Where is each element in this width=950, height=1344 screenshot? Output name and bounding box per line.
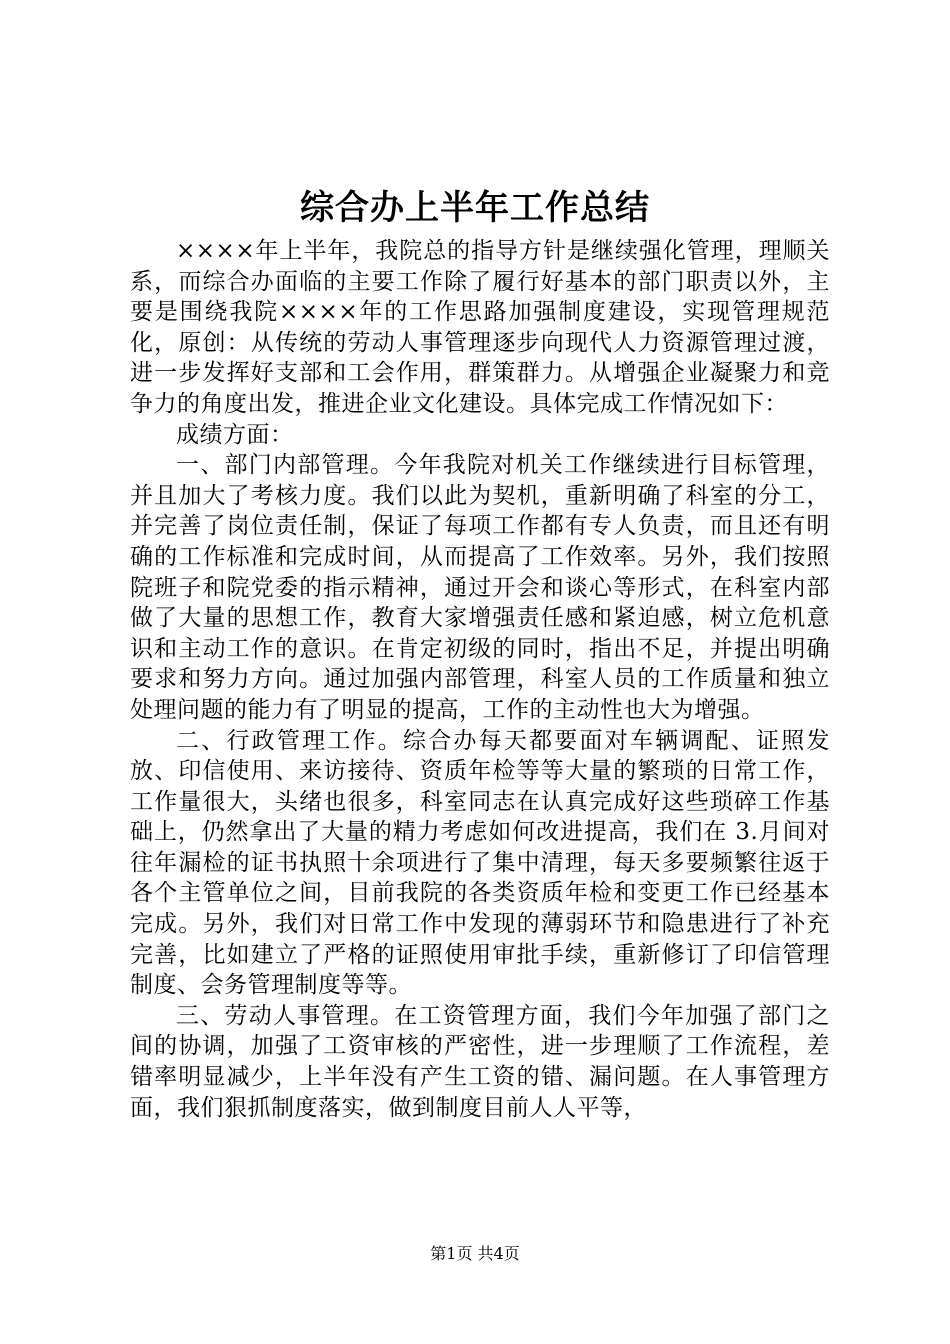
page-number-footer: 第1页 共4页 <box>430 1244 520 1263</box>
paragraph-achievements-heading: 成绩方面： <box>176 421 294 448</box>
paragraph-personnel-management: 三、劳动人事管理。在工资管理方面，我们今年加强了部门之间的协调，加强了工资审核的严密性，进一步理顺了工作流程，差错率明显减少，上半年没有产生工资的错、漏问题。在人事管理方面，我们狠抓制度落实，做到制度目前人人平等， <box>130 1002 830 1121</box>
paragraph-intro: ××××年上半年，我院总的指导方针是继续强化管理，理顺关系，而综合办面临的主要工作除了履行好基本的部门职责以外，主要是围绕我院××××年的工作思路加强制度建设，实现管理规范化，原创：从传统的劳动人事管理逐步向现代人力资源管理过渡，进一步发挥好支部和工会作用，群策群力。从增强企业凝聚力和竞争力的角度出发，推进企业文化建设。具体完成工作情况如下： <box>130 238 830 417</box>
paragraph-internal-management: 一、部门内部管理。今年我院对机关工作继续进行目标管理，并且加大了考核力度。我们以此为契机，重新明确了科室的分工，并完善了岗位责任制，保证了每项工作都有专人负责，而且还有明确的工作标准和完成时间，从而提高了工作效率。另外，我们按照院班子和院党委的指示精神，通过开会和谈心等形式，在科室内部做了大量的思想工作，教育大家增强责任感和紧迫感，树立危机意识和主动工作的意识。在肯定初级的同时，指出不足，并提出明确要求和努力方向。通过加强内部管理，科室人员的工作质量和独立处理问题的能力有了明显的提高，工作的主动性也大为增强。 <box>130 452 830 723</box>
paragraph-administrative-work: 二、行政管理工作。综合办每天都要面对车辆调配、证照发放、印信使用、来访接待、资质年检等等大量的繁琐的日常工作，工作量很大，头绪也很多，科室同志在认真完成好这些琐碎工作基础上，仍然拿出了大量的精力考虑如何改进提高，我们在 3.月间对往年漏检的证书执照十余项进行了集中清理，每天多要频繁往返于各个主管单位之间，目前我院的各类资质年检和变更工作已经基本完成。另外，我们对日常工作中发现的薄弱环节和隐患进行了补充完善，比如建立了严格的证照使用审批手续，重新修订了印信管理制度、会务管理制度等等。 <box>130 727 830 999</box>
document-body <box>130 236 830 1123</box>
page-title: 综合办上半年工作总结 <box>300 188 650 228</box>
